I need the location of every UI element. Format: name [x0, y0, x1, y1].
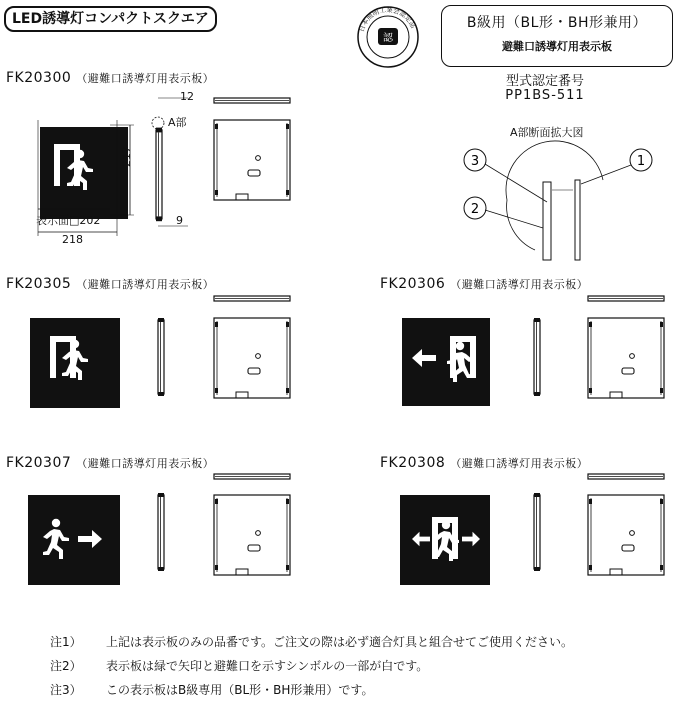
- dim-thickness-top: 12: [180, 90, 194, 103]
- dim-display-area: 表示面□202: [36, 214, 101, 227]
- detail-ref-label: A部: [168, 116, 187, 129]
- fk20305-front-view: [30, 318, 120, 408]
- model-code: FK20307: [6, 455, 72, 471]
- fk20306-side-view: [534, 320, 544, 410]
- fk20300-top-view: [214, 98, 294, 106]
- dim-height: 217: [120, 146, 133, 167]
- fk20308-side-view: [534, 495, 544, 585]
- fk20307-top-view: [214, 474, 294, 482]
- model-code: FK20306: [380, 276, 446, 292]
- detail-title: A部断面拡大図: [510, 126, 584, 139]
- note-label: 注1）: [50, 635, 82, 649]
- model-code: FK20305: [6, 276, 72, 292]
- cert-number: PP1BS-511: [505, 88, 585, 103]
- model-code: FK20300: [6, 70, 72, 86]
- fk20308-top-view: [588, 474, 668, 482]
- fk20307-back-view: [214, 495, 294, 585]
- model-desc: 避難口誘導灯用表示板: [87, 278, 203, 291]
- model-title-fk20307: FK20307 （避難口誘導灯用表示板）: [6, 455, 215, 471]
- section-detail-diagram: [455, 140, 655, 260]
- cert-label: 型式認定番号: [505, 74, 584, 89]
- fk20306-top-view: [588, 296, 668, 304]
- model-title-fk20308: FK20308 （避難口誘導灯用表示板）: [380, 455, 589, 471]
- fk20300-back-view: [214, 120, 294, 210]
- callout-1: 1: [636, 154, 646, 169]
- fk20305-side-view: [158, 320, 168, 410]
- callout-2: 2: [470, 202, 480, 217]
- model-title-fk20300: FK20300 （避難口誘導灯用表示板）: [6, 70, 215, 86]
- model-code: FK20308: [380, 455, 446, 471]
- note-3: [50, 681, 373, 698]
- fk20306-front-view: [402, 318, 490, 406]
- note-2: [50, 657, 428, 674]
- note-1: [50, 633, 573, 650]
- fk20305-top-view: [214, 296, 294, 304]
- type-box-title: B級用（BL形・BH形兼用）: [466, 15, 648, 31]
- fk20308-back-view: [588, 495, 668, 585]
- note-text: 上記は表示板のみの品番です。ご注文の際は必ず適合灯具と組合せてご使用ください。: [106, 635, 574, 649]
- fk20306-back-view: [588, 318, 668, 408]
- model-desc: 避難口誘導灯用表示板: [87, 457, 203, 470]
- model-desc: 避難口誘導灯用表示板: [87, 72, 203, 85]
- series-title: LED誘導灯コンパクトスクエア: [4, 6, 217, 32]
- note-text: 表示板は緑で矢印と避難口を示すシンボルの一部が白です。: [106, 659, 429, 673]
- dim-thickness-bottom: 9: [176, 214, 183, 227]
- seal-text: 日本照明工業会認定品: [357, 5, 418, 33]
- note-text: この表示板はB級専用（BL形・BH形兼用）です。: [106, 683, 374, 697]
- model-title-fk20305: FK20305 （避難口誘導灯用表示板）: [6, 276, 215, 292]
- fk20308-front-view: [400, 495, 490, 585]
- fk20307-front-view: [28, 495, 120, 585]
- model-title-fk20306: FK20306 （避難口誘導灯用表示板）: [380, 276, 589, 292]
- model-desc: 避難口誘導灯用表示板: [461, 457, 577, 470]
- type-box-subtitle: 避難口誘導灯用表示板: [502, 40, 612, 53]
- fk20307-side-view: [158, 495, 168, 585]
- callout-3: 3: [470, 154, 480, 169]
- svg-text:認: 認: [383, 33, 393, 44]
- dim-width: 218: [62, 233, 83, 246]
- fk20305-back-view: [214, 318, 294, 408]
- note-label: 注3）: [50, 683, 82, 697]
- fk20300-side-view: [156, 130, 166, 230]
- note-label: 注2）: [50, 659, 82, 673]
- model-desc: 避難口誘導灯用表示板: [461, 278, 577, 291]
